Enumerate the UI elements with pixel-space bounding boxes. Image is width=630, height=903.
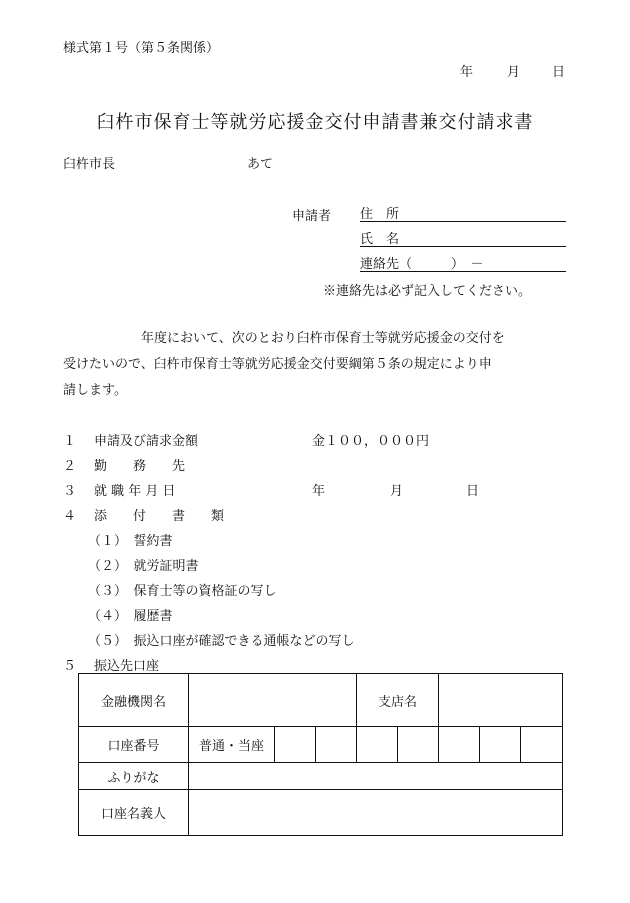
item-3-month: 月 [390, 484, 404, 499]
request-text [63, 326, 583, 404]
furigana-label: ふりがな [79, 763, 189, 790]
item-3-year: 年 [312, 484, 326, 499]
item-2-label: 勤 務 先 [94, 459, 186, 474]
date-year-label: 年 [460, 65, 474, 80]
account-holder-input[interactable] [189, 790, 563, 836]
addressee-name: 臼杵市長 [63, 157, 116, 172]
account-digit-box[interactable] [480, 727, 521, 763]
date-day-label: 日 [552, 65, 566, 80]
institution-label: 金融機関名 [79, 674, 189, 727]
account-digit-box[interactable] [275, 727, 316, 763]
branch-input[interactable] [439, 674, 563, 727]
document-title: 臼杵市保育士等就労応援金交付申請書兼交付請求書 [96, 112, 534, 133]
item-1-amount: 金１００，０００円 [312, 434, 430, 449]
request-line-1: 年度において、次のとおり臼杵市保育士等就労応援金の交付を [141, 331, 505, 346]
name-field[interactable] [360, 228, 566, 247]
item-1-label: 申請及び請求金額 [94, 434, 199, 449]
account-digit-box[interactable] [398, 727, 439, 763]
account-type[interactable]: 普通・当座 [189, 727, 275, 763]
item-4-number: ４ [63, 509, 77, 524]
request-line-2: 受けたいので、臼杵市保育士等就労応援金交付要綱第５条の規定により申 [63, 357, 492, 372]
name-label: 氏 名 [360, 232, 400, 247]
branch-label: 支店名 [357, 674, 439, 727]
address-field[interactable] [360, 203, 566, 222]
address-label: 住 所 [360, 207, 400, 222]
attachment-item: （４） 履歴書 [88, 609, 173, 624]
item-2-number: ２ [63, 459, 77, 474]
account-number-label: 口座番号 [79, 727, 189, 763]
contact-note: ※連絡先は必ず記入してください。 [323, 284, 532, 299]
attachment-item: （５） 振込口座が確認できる通帳などの写し [88, 634, 355, 649]
institution-input[interactable] [189, 674, 357, 727]
furigana-input[interactable] [189, 763, 563, 790]
account-digit-box[interactable] [357, 727, 398, 763]
date-month-label: 月 [507, 65, 521, 80]
account-digit-box[interactable] [316, 727, 357, 763]
contact-label: 連絡先（ ） － [360, 257, 484, 272]
contact-field[interactable] [360, 253, 566, 272]
item-3-number: ３ [63, 484, 77, 499]
item-5-number: ５ [63, 659, 77, 674]
item-1-number: １ [63, 434, 77, 449]
attachment-item: （１） 誓約書 [88, 534, 173, 549]
item-3-day: 日 [466, 484, 480, 499]
addressee-suffix: あて [247, 157, 274, 172]
item-5-label: 振込先口座 [94, 659, 160, 674]
attachment-item: （３） 保育士等の資格証の写し [88, 584, 277, 599]
request-line-3: 請します。 [63, 383, 127, 398]
bank-account-table [78, 673, 563, 836]
applicant-label: 申請者 [292, 209, 332, 224]
item-4-label: 添 付 書 類 [94, 509, 225, 524]
form-number: 様式第１号（第５条関係） [63, 41, 220, 56]
account-digit-box[interactable] [521, 727, 563, 763]
account-holder-label: 口座名義人 [79, 790, 189, 836]
attachment-item: （２） 就労証明書 [88, 559, 199, 574]
item-3-label: 就 職 年 月 日 [94, 484, 176, 499]
account-digit-box[interactable] [439, 727, 480, 763]
